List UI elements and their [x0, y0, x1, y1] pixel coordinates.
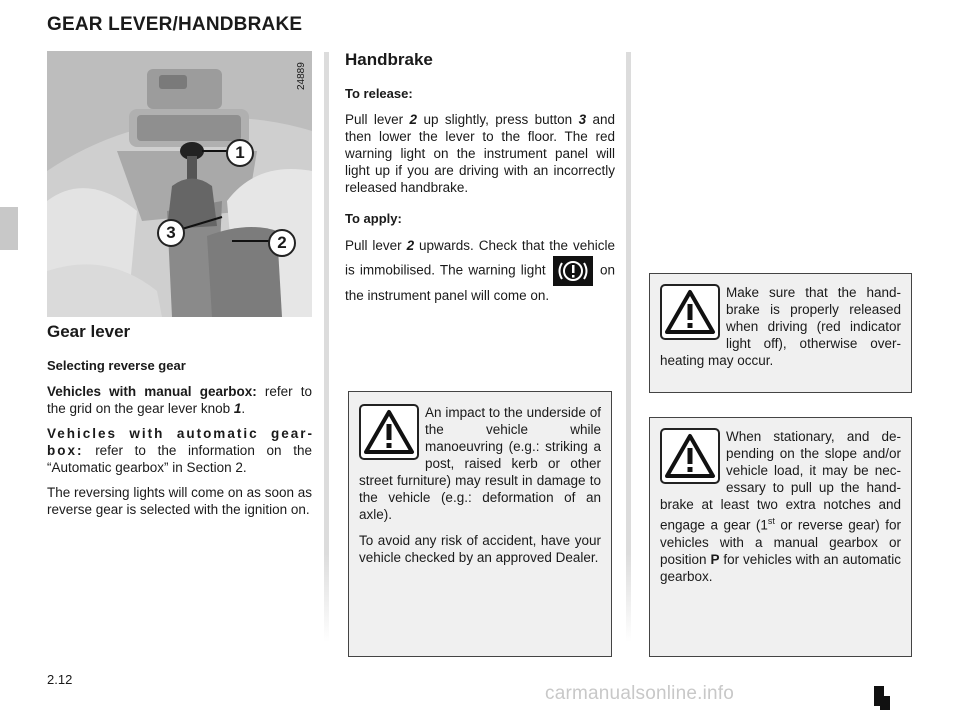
manual-text: refer to the grid on the gear lever knob [47, 384, 312, 416]
auto-text: refer to the information on the “Automatic gearbox” in Section 2. [47, 443, 312, 475]
apply-text: upwards. Check that the vehicle is immobilised. The warning light [345, 238, 615, 278]
slope-warning-box [649, 417, 912, 657]
page-number: 2.12 [47, 672, 73, 687]
impact-advice-text: To avoid any risk of accident, have your vehicle checked by an approved Dealer. [359, 533, 601, 565]
apply-subheading: To apply: [345, 211, 402, 226]
reversing-lights-paragraph: The reversing lights will come on as soon as reverse gear is selected with the ignition on. [47, 485, 312, 517]
handbrake-warning-light-icon [553, 256, 593, 286]
warning-triangle-icon [660, 284, 720, 340]
warning-triangle-icon [660, 428, 720, 484]
slope-text: for vehicles with an automatic gearbox. [660, 551, 901, 584]
gear-lever-section [47, 322, 312, 518]
handbrake-section [345, 50, 615, 306]
apply-text: Pull lever [345, 238, 407, 253]
gear-lever-heading: Gear lever [47, 322, 131, 341]
manual-label: Vehicles with manual gearbox: [47, 384, 257, 399]
slope-text: When stationary, and depending on the slope and/or vehicle load, it may be necessary to pull up the handbrake at least two extra notches and engage a gear (1 [660, 429, 901, 533]
release-text: up slightly, press button [417, 112, 579, 127]
release-subheading: To release: [345, 86, 413, 101]
page-title: GEAR LEVER/HANDBRAKE [47, 14, 303, 35]
release-ref-3: 3 [578, 112, 587, 127]
manual-ref: 1 [233, 401, 242, 416]
release-paragraph [345, 111, 615, 196]
manual-text-end: . [241, 401, 246, 416]
release-ref-2: 2 [409, 112, 418, 127]
impact-warning-text: An impact to the underside of the vehicle while manoeuvring (e.g.: striking a post, raised kerb or other street furniture) may result in damage to the vehicle (e.g.: deformation of an axle). [359, 405, 601, 522]
callout-1: 1 [226, 139, 254, 167]
release-warning-box [649, 273, 912, 393]
watermark: carmanualsonline.info [545, 683, 735, 704]
manual-gearbox-paragraph [47, 383, 312, 417]
callout-3: 3 [157, 219, 185, 247]
warning-triangle-icon [359, 404, 419, 460]
slope-superscript: st [767, 516, 775, 526]
reverse-gear-subheading: Selecting reverse gear [47, 358, 186, 373]
impact-warning-box [348, 391, 612, 657]
slope-position-p: P [710, 551, 720, 567]
corner-mark [880, 696, 890, 710]
handbrake-heading: Handbrake [345, 50, 433, 69]
release-text: Pull lever [345, 112, 410, 127]
apply-text: on the instrument panel will come on. [345, 262, 615, 303]
auto-label: Vehicles with automatic gearbox: [47, 426, 312, 458]
slope-text: or reverse gear) for vehicles with a manual gearbox or position [660, 517, 901, 567]
column-divider [324, 52, 329, 642]
apply-paragraph [345, 236, 615, 306]
automatic-gearbox-paragraph [47, 425, 312, 476]
release-text: and then lower the lever to the floor. The red warning light on the instrument panel will light up if you are driving with an incorrectly released handbrake. [345, 112, 615, 195]
section-tab [0, 207, 18, 250]
release-warning-text: Make sure that the handbrake is properly released when driving (red indicator light off), otherwise overheating may occur. [660, 285, 901, 368]
photo-code: 24889 [296, 62, 307, 90]
gear-lever-photo [47, 51, 312, 317]
column-divider [626, 52, 631, 642]
apply-ref-2: 2 [406, 238, 415, 253]
callout-2: 2 [268, 229, 296, 257]
